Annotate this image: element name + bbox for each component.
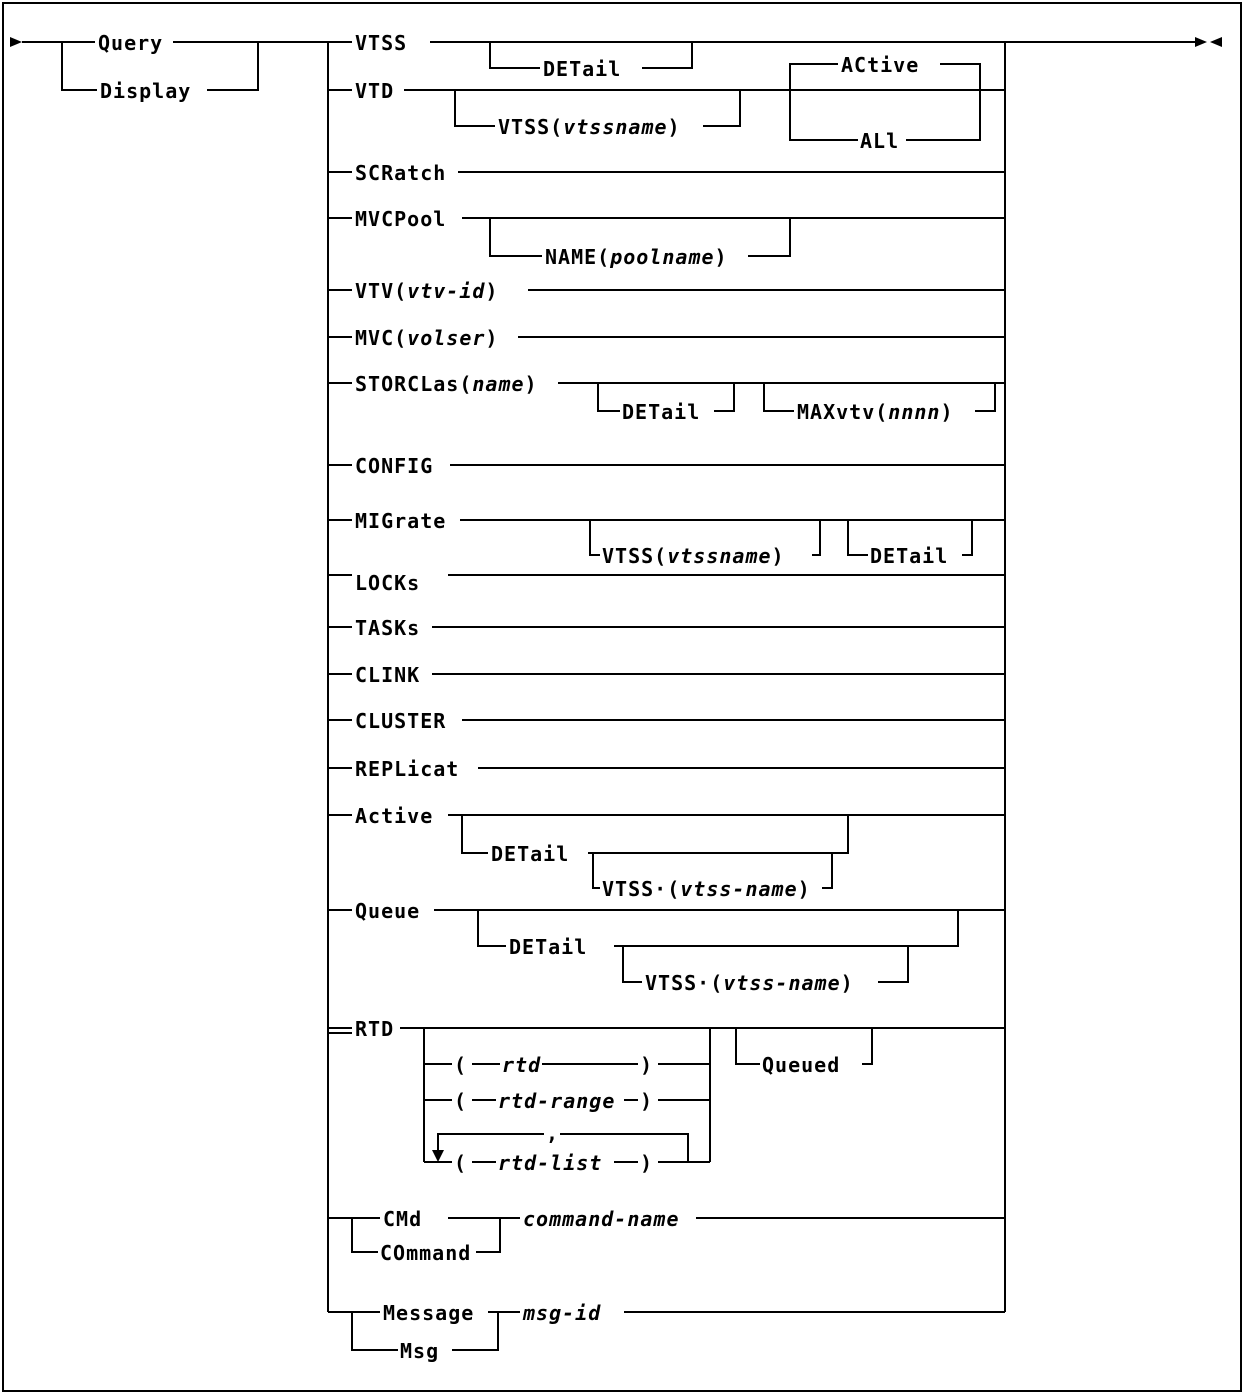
active-detail-keyword: DETail: [491, 842, 570, 866]
scratch-keyword: SCRatch: [355, 161, 447, 185]
rtd-keyword: RTD: [355, 1017, 395, 1041]
command-name-variable: command-name: [523, 1207, 680, 1231]
vtd-all-keyword: ALl: [860, 129, 900, 153]
vtd-keyword: VTD: [355, 79, 395, 103]
vtss-detail-keyword: DETail: [543, 57, 622, 81]
rtd-close-paren: ): [640, 1053, 654, 1077]
cluster-keyword: CLUSTER: [355, 709, 447, 733]
repeat-arrow-icon: [432, 1150, 444, 1162]
display-keyword: Display: [100, 79, 192, 103]
mvcpool-name-option: NAME(poolname): [545, 245, 728, 269]
migrate-detail-keyword: DETail: [870, 544, 949, 568]
mvc-keyword: MVC(volser): [355, 326, 499, 350]
cmd-keyword: CMd: [383, 1207, 423, 1231]
rtd-list-close-paren: ): [640, 1151, 654, 1175]
vtv-keyword: VTV(vtv-id): [355, 279, 499, 303]
tasks-keyword: TASKs: [355, 616, 421, 640]
vtd-vtss-option: VTSS(vtssname): [498, 115, 681, 139]
queue-keyword: Queue: [355, 899, 421, 923]
migrate-vtss-option: VTSS(vtssname): [602, 544, 785, 568]
vtss-keyword: VTSS: [355, 31, 408, 55]
migrate-keyword: MIGrate: [355, 509, 447, 533]
rtd-variable: rtd: [502, 1053, 542, 1077]
mvcpool-keyword: MVCPool: [355, 207, 447, 231]
msg-keyword: Msg: [400, 1339, 440, 1363]
clink-keyword: CLINK: [355, 663, 421, 687]
vtd-active-keyword: ACtive: [841, 53, 920, 77]
rtd-range-close-paren: ): [640, 1089, 654, 1113]
active-keyword: Active: [355, 804, 434, 828]
rtd-open-paren: (: [454, 1053, 468, 1077]
message-keyword: Message: [383, 1301, 475, 1325]
config-keyword: CONFIG: [355, 454, 434, 478]
rtd-range-variable: rtd-range: [498, 1089, 616, 1113]
active-vtss-option: VTSS·(vtss-name): [602, 877, 811, 901]
rtd-list-variable: rtd-list: [498, 1151, 603, 1175]
command-keyword: COmmand: [380, 1241, 472, 1265]
end-terminator-icon: [1210, 37, 1222, 47]
storclas-detail-keyword: DETail: [622, 400, 701, 424]
locks-keyword: LOCKs: [355, 571, 421, 595]
rtd-list-open-paren: (: [454, 1151, 468, 1175]
rtd-queued-keyword: Queued: [762, 1053, 841, 1077]
start-arrow-icon: [10, 37, 22, 47]
rtd-range-open-paren: (: [454, 1089, 468, 1113]
queue-detail-keyword: DETail: [509, 935, 588, 959]
rtd-list-separator: ,: [546, 1121, 560, 1145]
queue-vtss-option: VTSS·(vtss-name): [645, 971, 854, 995]
storclas-keyword: STORCLas(name): [355, 372, 538, 396]
storclas-maxvtv-option: MAXvtv(nnnn): [797, 400, 954, 424]
replicat-keyword: REPLicat: [355, 757, 460, 781]
msg-id-variable: msg-id: [523, 1301, 602, 1325]
end-arrow-icon: [1195, 37, 1207, 47]
query-keyword: Query: [98, 31, 164, 55]
